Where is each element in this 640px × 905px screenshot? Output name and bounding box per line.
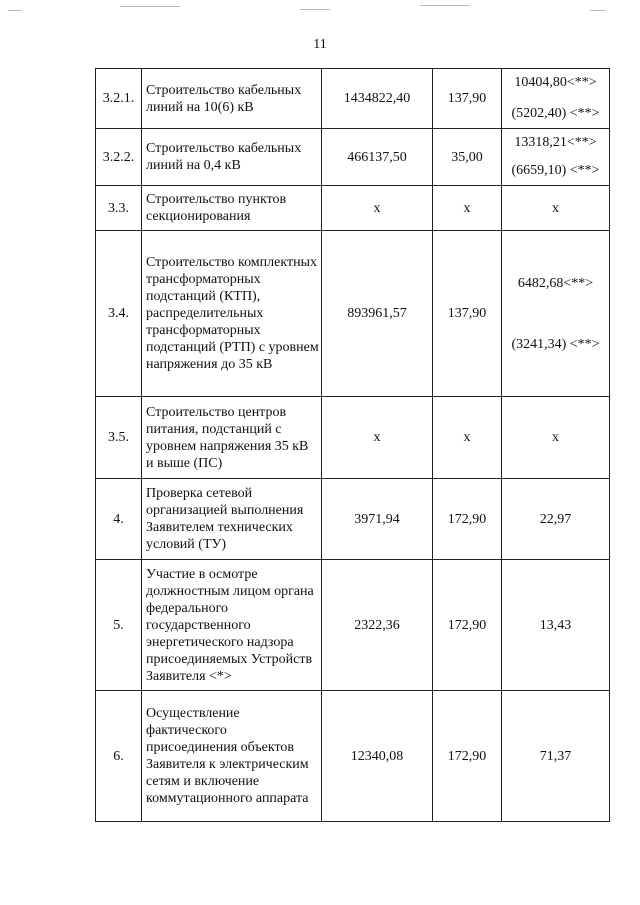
row-value-2: 35,00 (433, 129, 502, 186)
row-value-1: 12340,08 (322, 691, 433, 822)
row-value-1: 893961,57 (322, 231, 433, 397)
row-number: 3.2.2. (96, 129, 142, 186)
row-value-1: 3971,94 (322, 479, 433, 560)
tariff-table (95, 68, 610, 822)
row-value-3: 13,43 (502, 560, 610, 691)
row-value-1: 2322,36 (322, 560, 433, 691)
row-description: Строительство комплектных трансформаторных подстанций (КТП), распределительных трансформаторных подстанций (РТП) с уровнем напряжения до 35 кВ (142, 231, 322, 397)
row-number: 4. (96, 479, 142, 560)
row-description: Строительство кабельных линий на 0,4 кВ (142, 129, 322, 186)
page-number: 11 (313, 37, 327, 52)
row-value-3 (502, 231, 610, 397)
table-row (96, 691, 610, 822)
row-value-3-primary: 6482,68<**> (517, 275, 594, 291)
row-value-2: 172,90 (433, 691, 502, 822)
row-value-2: 172,90 (433, 479, 502, 560)
row-value-3-secondary: (5202,40) <**> (511, 105, 600, 121)
table-row (96, 560, 610, 691)
row-description: Строительство центров питания, подстанций с уровнем напряжения 35 кВ и выше (ПС) (142, 397, 322, 479)
row-number: 5. (96, 560, 142, 691)
row-value-1: х (322, 186, 433, 231)
row-value-3-primary: 13318,21<**> (514, 134, 597, 150)
row-description: Осуществление фактического присоединения объектов Заявителя к электрическим сетям и включение коммутационного аппарата (142, 691, 322, 822)
table-row (96, 231, 610, 397)
row-number: 3.2.1. (96, 69, 142, 129)
row-value-3-secondary: (3241,34) <**> (511, 336, 600, 352)
row-number: 3.5. (96, 397, 142, 479)
row-value-3: х (502, 186, 610, 231)
row-value-3: х (502, 397, 610, 479)
row-value-3: 71,37 (502, 691, 610, 822)
row-number: 6. (96, 691, 142, 822)
row-value-2: 172,90 (433, 560, 502, 691)
table-row (96, 129, 610, 186)
row-value-3 (502, 69, 610, 129)
row-value-2: х (433, 397, 502, 479)
table-row (96, 479, 610, 560)
row-value-3: 22,97 (502, 479, 610, 560)
table-row (96, 397, 610, 479)
row-value-3-primary: 10404,80<**> (514, 74, 597, 90)
row-description: Строительство пунктов секционирования (142, 186, 322, 231)
table-row (96, 69, 610, 129)
row-description: Строительство кабельных линий на 10(6) кВ (142, 69, 322, 129)
row-number: 3.4. (96, 231, 142, 397)
scan-noise (0, 0, 640, 20)
row-value-2: х (433, 186, 502, 231)
row-value-1: 466137,50 (322, 129, 433, 186)
row-value-3-secondary: (6659,10) <**> (511, 162, 600, 178)
row-value-1: 1434822,40 (322, 69, 433, 129)
row-number: 3.3. (96, 186, 142, 231)
row-value-2: 137,90 (433, 231, 502, 397)
table-row (96, 186, 610, 231)
row-description: Проверка сетевой организацией выполнения Заявителем технических условий (ТУ) (142, 479, 322, 560)
row-value-1: х (322, 397, 433, 479)
row-description: Участие в осмотре должностным лицом органа федерального государственного энергетического надзора присоединяемых Устройств Заявителя <*> (142, 560, 322, 691)
row-value-2: 137,90 (433, 69, 502, 129)
row-value-3 (502, 129, 610, 186)
